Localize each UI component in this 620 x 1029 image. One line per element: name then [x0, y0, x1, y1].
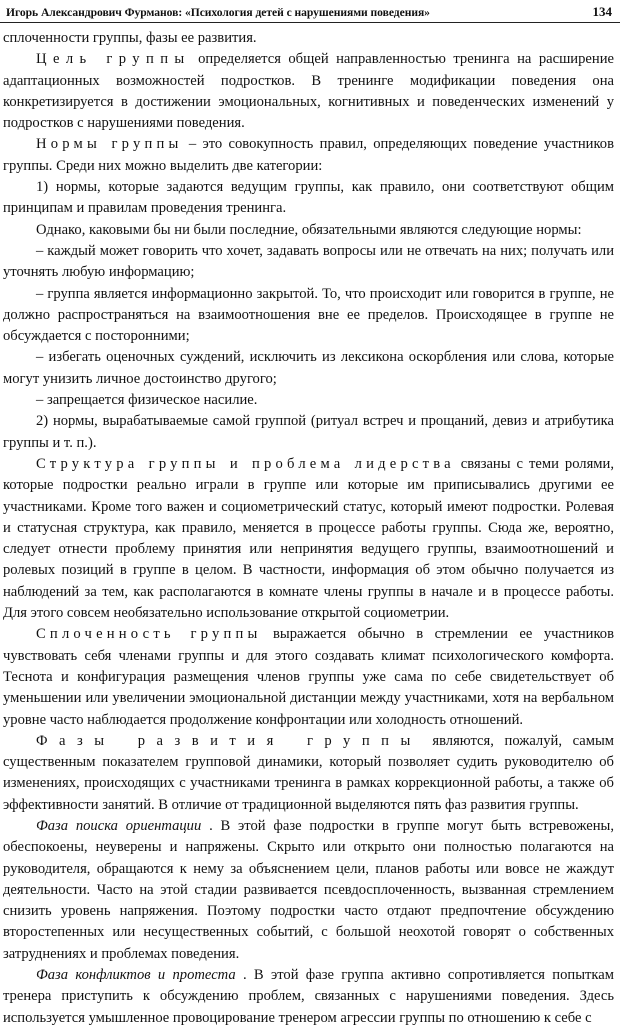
running-header [6, 1, 612, 23]
paragraph: – избегать оценочных суждений, исключить из лексикона оскорбления или слова, которые могут унизить личное достоинство другого; [3, 349, 614, 387]
paragraph: – запрещается физическое насилие. [36, 392, 258, 409]
spaced-term: Структура группы и проблема лидерства [36, 455, 455, 472]
paragraph: Нормы группы – это совокупность правил, определяющих поведение участников группы. Среди них можно выделить две категории: [3, 136, 614, 174]
spaced-term: Фазы развития группы [36, 732, 422, 749]
spaced-term: Сплоченность группы [36, 626, 262, 643]
paragraph: Структура группы и проблема лидерства связаны с теми ролями, которые подростки реально играли в группе или которые им приписывались другими ее участниками. Кроме того важен и социометрический статус, который имеют подростки. Ролевая и статусная структура, как правило, меняется в процессе работы группы. Сюда же, вероятно, следует отнести проблему принятия или непринятия ведущего группы, взаимоотношений и ролевых позиций в группе в целом. В частности, информация об этом обычно получается из наблюдений за тем, как располагаются в комнате члены группы в начале и в процессе работы. Для этого совсем необязательно использование открытой социометрии. [3, 455, 614, 622]
body-text [3, 28, 614, 1029]
italic-term: Фаза поиска ориентации [36, 817, 202, 834]
paragraph: 1) нормы, которые задаются ведущим группы, как правило, они соответствуют общим принципам и правилам проведения тренинга. [3, 179, 614, 217]
paragraph: Фаза поиска ориентации . В этой фазе подростки в группе могут быть встревожены, обеспокоены, неуверены и напряжены. Скрыто или открыто они полностью полагаются на руководителя, обращаются к нему за объяснением цели, планов работы или вовсе не жаждут деятельности. Часто на этой стадии развивается псевдосплоченность, вызванная стремлением снизить уровень напряжения. Поэтому подростки часто отдают предпочтение обсуждению второстепенных или несущественных событий, с большой неохотой говорят о собственных затруднениях и проблемах поведения. [3, 817, 614, 962]
paragraph: Фазы развития группы являются, пожалуй, самым существенным показателем групповой динамики, который позволяет судить руководителю об изменениях, происходящих с участниками тренинга в рамках коррекционной работы, а также об эффективности занятий. В отличие от традиционной выделяются пять фаз развития группы. [3, 732, 614, 813]
paragraph: – группа является информационно закрытой. То, что происходит или говорится в группе, не должно распространяться на взаимоотношения вне ее пределов. Происходящее в группе не обсуждается с посторонними; [3, 285, 614, 345]
paragraph: – каждый может говорить что хочет, задавать вопросы или не отвечать на них; получать или уточнять любую информацию; [3, 242, 614, 281]
paragraph: Цель группы определяется общей направленностью тренинга на расширение адаптационных возможностей подростков. В тренинге модификации поведения она конкретизируется в достижении эмоциональных, когнитивных и поведенческих изменений у подростков с нарушениями поведения. [3, 51, 614, 132]
italic-term: Фаза конфликтов и протеста [36, 967, 236, 984]
paragraph: Сплоченность группы выражается обычно в стремлении ее участников чувствовать себя членами группы и для этого создавать климат психологического комфорта. Теснота и конфигурация размещения членов группы уже сама по себе свидетельствует об уменьшении или увеличении эмоциональной дистанции между участниками, хотя на вербальном уровне часто наблюдается продолжение конфронтации или холодность отношений. [3, 626, 614, 728]
spaced-term: Нормы группы [36, 136, 183, 153]
paragraph: 2) нормы, вырабатываемые самой группой (ритуал встреч и прощаний, девиз и атрибутика группы и т. п.). [3, 413, 614, 451]
book-title: Игорь Александрович Фурманов: «Психология детей с нарушениями поведения» [6, 6, 430, 19]
paragraph: Однако, каковыми бы ни были последние, обязательными являются следующие нормы: [36, 221, 582, 238]
paragraph: Фаза конфликтов и протеста . В этой фазе группа активно сопротивляется попыткам тренера приступить к обсуждению проблем, связанных с нарушениями поведения. Здесь используется умышленное провоцирование тренером агрессии группы по отношению к себе с [3, 967, 614, 1026]
header-divider [0, 22, 620, 23]
paragraph: сплоченности группы, фазы ее развития. [3, 30, 257, 46]
page-number: 134 [592, 4, 612, 19]
spaced-term: Цель группы [36, 51, 191, 68]
